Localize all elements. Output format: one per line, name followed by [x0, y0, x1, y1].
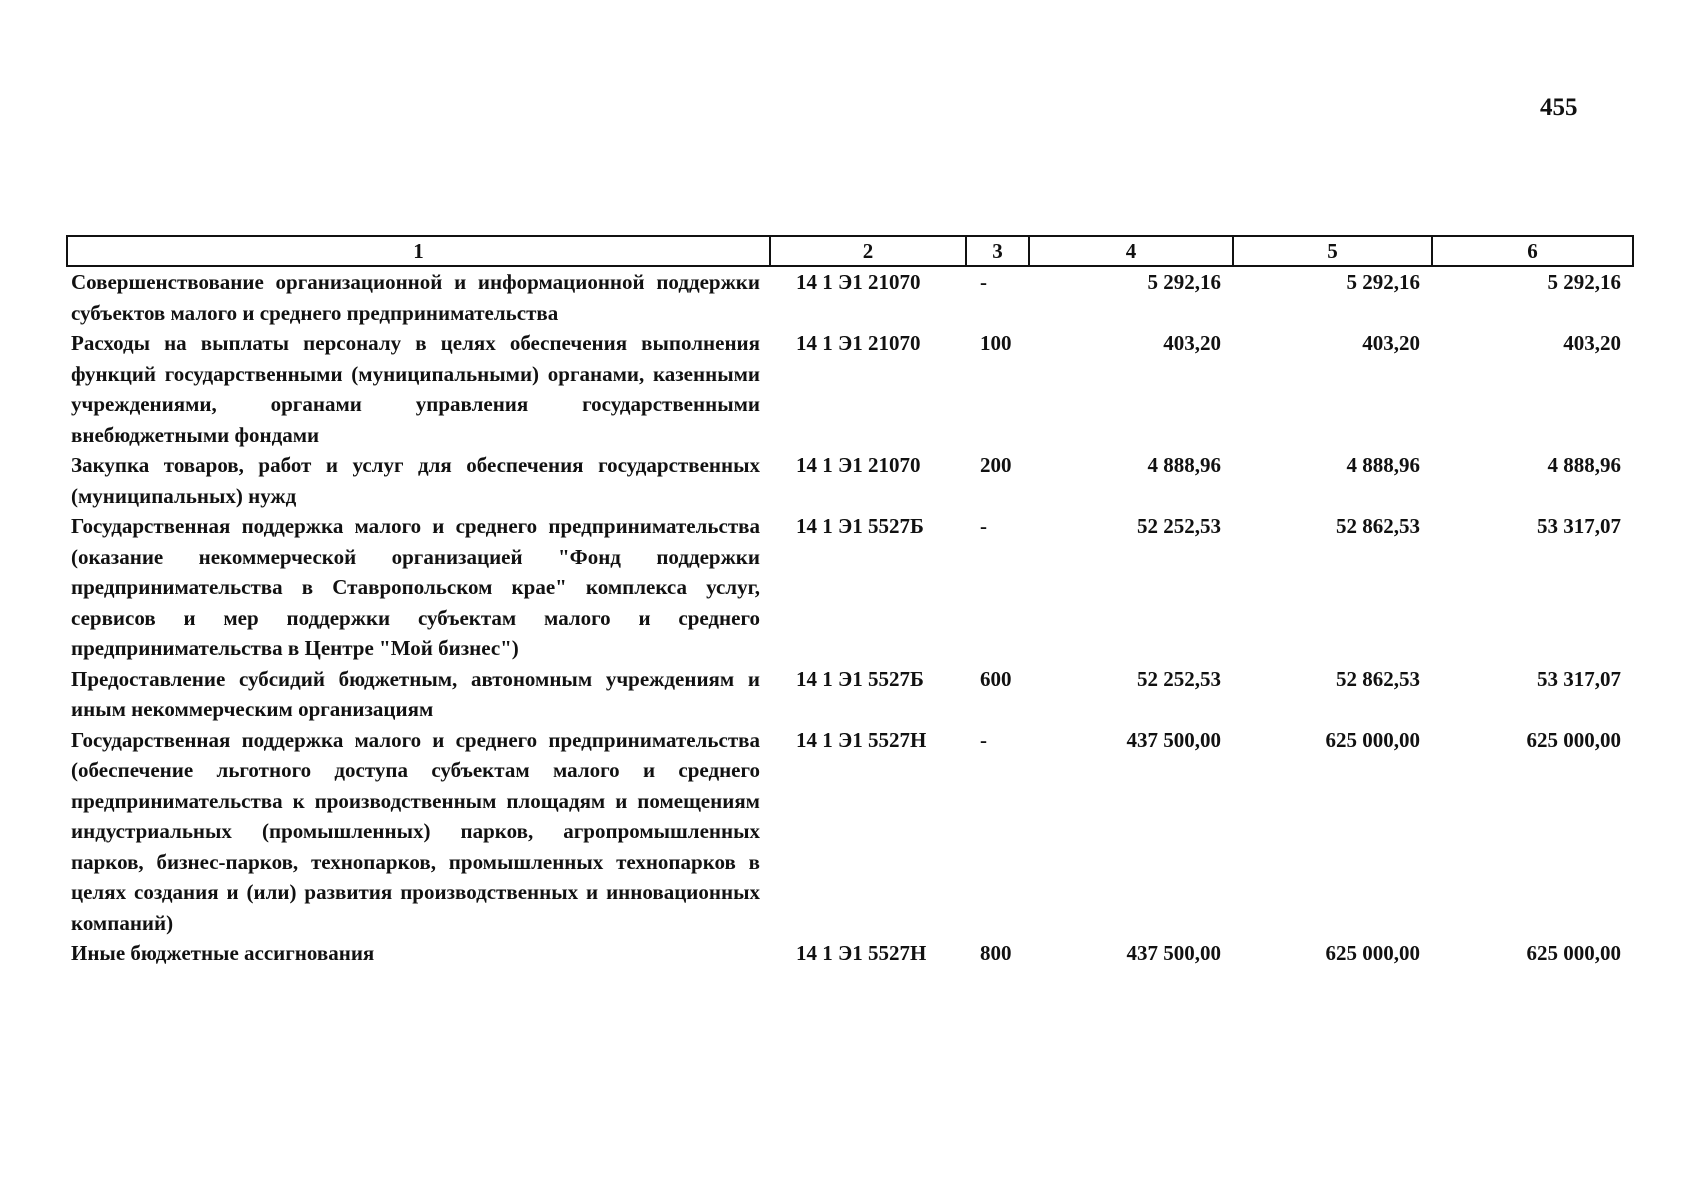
row-amount-col6: 53 317,07: [1537, 514, 1621, 538]
row-amount-col6: 625 000,00: [1526, 727, 1621, 752]
row-amount-col5: 625 000,00: [1325, 727, 1420, 752]
row-name: Государственная поддержка малого и среднего предпринимательства (оказание некоммерческой организацией "Фонд поддержки предпринимательства в Ставропольском крае" комплекса услуг, сервисов и мер поддержки субъектам малого и среднего предпринимательства в Центре "Мой бизнес"): [71, 514, 760, 660]
row-amount-col4: 437 500,00: [1126, 941, 1221, 965]
row-target-code: 14 1 Э1 21070: [796, 270, 921, 294]
row-target-code: 14 1 Э1 5527Б: [796, 666, 924, 691]
table-row: [67, 664, 1633, 725]
row-expense-type: 800: [980, 941, 1012, 965]
header-cell-2: 2: [770, 236, 966, 266]
row-amount-col6: 4 888,96: [1547, 453, 1621, 477]
row-expense-type: 600: [980, 666, 1012, 691]
row-name: Предоставление субсидий бюджетным, автономным учреждениям и иным некоммерческим организациям: [71, 666, 760, 721]
row-amount-col5: 625 000,00: [1325, 941, 1420, 965]
row-amount-col5: 52 862,53: [1336, 514, 1420, 538]
table-row: [67, 328, 1633, 450]
row-name: Государственная поддержка малого и среднего предпринимательства (обеспечение льготного доступа субъектам малого и среднего предпринимательства к производственным площадям и помещениям индустриальных (промышленных) парков, агропромышленных парков, бизнес-парков, технопарков, промышленных технопарков в целях создания и (или) развития производственных и инновационных компаний): [71, 727, 760, 935]
row-amount-col4: 437 500,00: [1126, 727, 1221, 752]
row-amount-col6: 403,20: [1563, 331, 1621, 355]
row-amount-col6: 625 000,00: [1526, 941, 1621, 965]
row-expense-type: 200: [980, 453, 1012, 477]
row-amount-col4: 403,20: [1163, 331, 1221, 355]
row-expense-type: -: [980, 727, 987, 752]
row-amount-col6: 53 317,07: [1537, 666, 1621, 691]
row-amount-col4: 5 292,16: [1147, 270, 1221, 294]
row-expense-type: -: [980, 270, 987, 294]
header-cell-1: 1: [67, 236, 770, 266]
row-amount-col4: 52 252,53: [1137, 666, 1221, 691]
budget-table: [66, 235, 1634, 969]
row-amount-col4: 52 252,53: [1137, 514, 1221, 538]
row-target-code: 14 1 Э1 5527Б: [796, 514, 924, 538]
row-amount-col6: 5 292,16: [1547, 270, 1621, 294]
row-amount-col5: 403,20: [1362, 331, 1420, 355]
table-row: [67, 938, 1633, 969]
row-amount-col4: 4 888,96: [1147, 453, 1221, 477]
header-cell-3: 3: [966, 236, 1029, 266]
page-number: 455: [1540, 94, 1578, 121]
table-row: [67, 266, 1633, 328]
row-target-code: 14 1 Э1 21070: [796, 331, 921, 355]
row-target-code: 14 1 Э1 5527Н: [796, 941, 927, 965]
row-expense-type: -: [980, 514, 987, 538]
row-target-code: 14 1 Э1 5527Н: [796, 727, 927, 752]
row-amount-col5: 5 292,16: [1346, 270, 1420, 294]
row-target-code: 14 1 Э1 21070: [796, 453, 921, 477]
table-row: [67, 511, 1633, 664]
table-row: [67, 725, 1633, 939]
row-amount-col5: 52 862,53: [1336, 666, 1420, 691]
header-cell-5: 5: [1233, 236, 1432, 266]
table-row: [67, 450, 1633, 511]
table-header-row: [67, 236, 1633, 266]
row-name: Расходы на выплаты персоналу в целях обеспечения выполнения функций государственными (муниципальными) органами, казенными учреждениями, органами управления государственными внебюджетными фондами: [71, 331, 760, 447]
row-name: Иные бюджетные ассигнования: [71, 941, 375, 965]
row-name: Совершенствование организационной и информационной поддержки субъектов малого и среднего предпринимательства: [71, 270, 760, 325]
header-cell-4: 4: [1029, 236, 1233, 266]
row-name: Закупка товаров, работ и услуг для обеспечения государственных (муниципальных) нужд: [71, 453, 760, 508]
row-expense-type: 100: [980, 331, 1012, 355]
header-cell-6: 6: [1432, 236, 1633, 266]
row-amount-col5: 4 888,96: [1346, 453, 1420, 477]
